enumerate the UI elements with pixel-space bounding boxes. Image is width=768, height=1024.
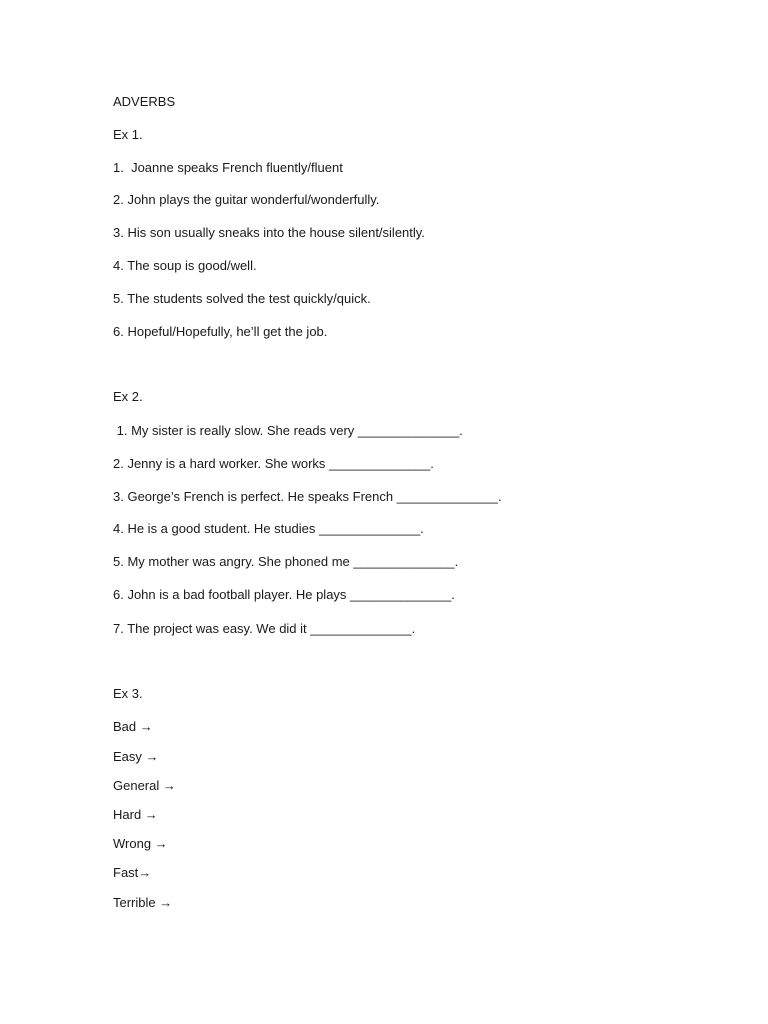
exercise-1-item: 5. The students solved the test quickly/quick. (113, 291, 371, 306)
exercise-2-item: 2. Jenny is a hard worker. She works ______________. (113, 456, 434, 471)
exercise-3-item: Wrong → (113, 836, 168, 851)
exercise-3-item: Hard → (113, 807, 158, 822)
exercise-3-item: Terrible → (113, 895, 173, 910)
exercise-1-item: 1. Joanne speaks French fluently/fluent (113, 160, 343, 175)
exercise-1-item: 3. His son usually sneaks into the house silent/silently. (113, 225, 425, 240)
exercise-3-item: Bad → (113, 719, 153, 734)
exercise-1-item: 2. John plays the guitar wonderful/wonderfully. (113, 192, 380, 207)
exercise-1-heading: Ex 1. (113, 127, 143, 142)
exercise-2-item: 4. He is a good student. He studies ______________. (113, 521, 424, 536)
exercise-3-item: General → (113, 778, 176, 793)
exercise-2-heading: Ex 2. (113, 389, 143, 404)
exercise-3-heading: Ex 3. (113, 686, 143, 701)
exercise-3-item: Easy → (113, 749, 159, 764)
exercise-2-item: 7. The project was easy. We did it ______________. (113, 621, 416, 636)
exercise-2-item: 1. My sister is really slow. She reads very ______________. (113, 423, 463, 438)
exercise-3-item: Fast→ (113, 865, 152, 880)
exercise-1-item: 6. Hopeful/Hopefully, he’ll get the job. (113, 324, 328, 339)
exercise-2-item: 5. My mother was angry. She phoned me ______________. (113, 554, 459, 569)
exercise-2-item: 3. George’s French is perfect. He speaks French ______________. (113, 489, 502, 504)
exercise-1-item: 4. The soup is good/well. (113, 258, 257, 273)
document-title: ADVERBS (113, 94, 176, 109)
exercise-2-item: 6. John is a bad football player. He plays ______________. (113, 587, 455, 602)
